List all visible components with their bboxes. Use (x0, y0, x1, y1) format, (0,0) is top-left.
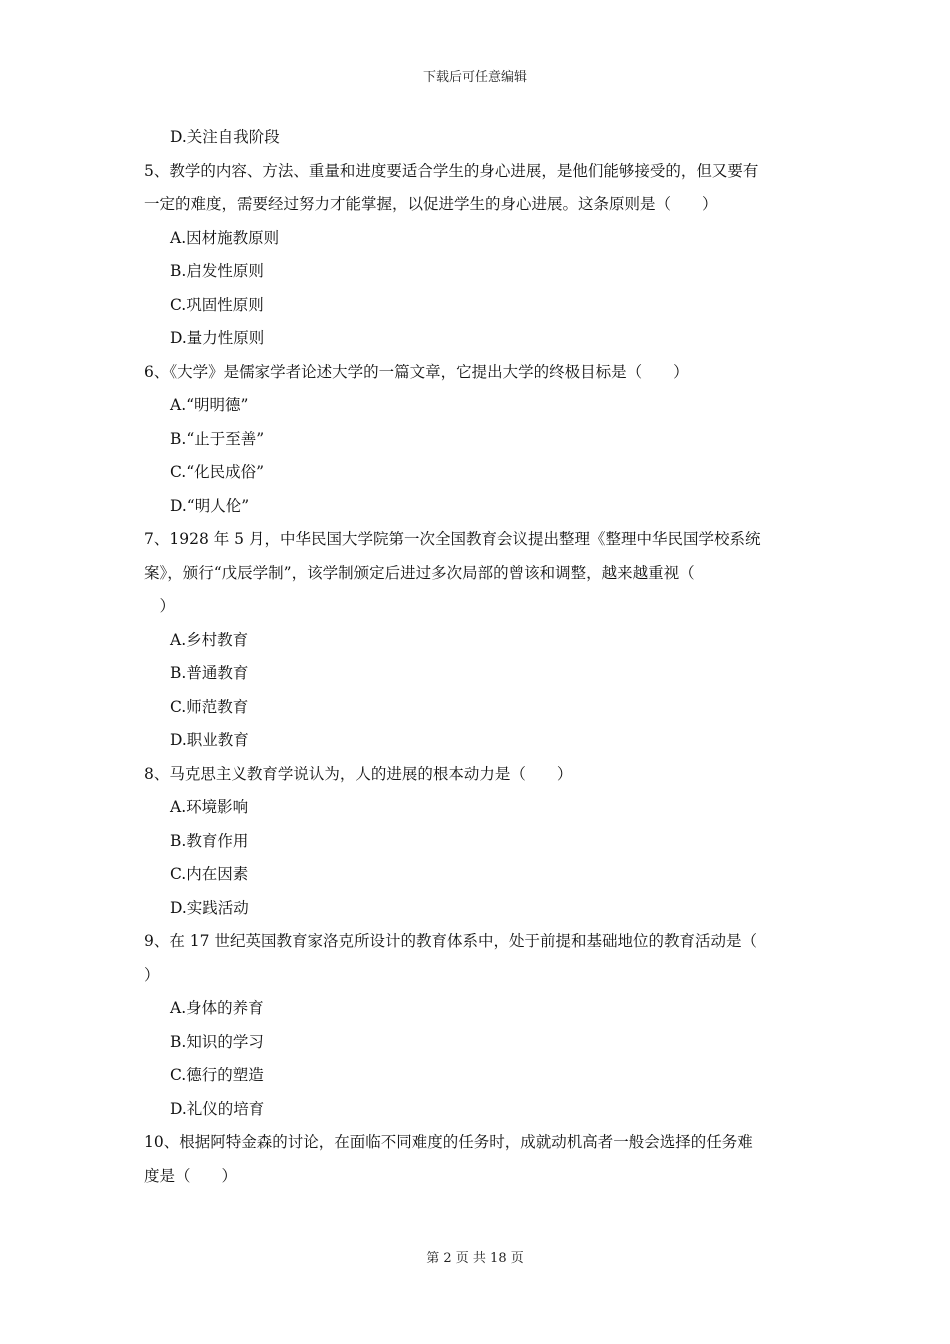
answer-option: A.“明明德” (170, 396, 249, 414)
answer-option: B.普通教育 (170, 664, 249, 682)
answer-option: B.教育作用 (170, 831, 249, 850)
question-continuation: ） (144, 597, 176, 615)
page-footer: 第 2 页 共 18 页 (426, 1251, 524, 1266)
answer-option: D.关注自我阶段 (170, 128, 280, 146)
answer-option: A.身体的养育 (170, 999, 264, 1017)
question-text: 6、《大学》是儒家学者论述大学的一篇文章，它提出大学的终极目标是（ ） (144, 362, 689, 381)
answer-option: D.职业教育 (170, 731, 249, 749)
question-continuation: ） (144, 965, 160, 984)
answer-option: C.德行的塑造 (170, 1066, 264, 1084)
question-continuation: 度是（ ） (144, 1166, 238, 1185)
answer-option: A.因材施教原则 (170, 228, 280, 247)
answer-option: C.“化民成俗” (170, 463, 265, 481)
answer-option: A.环境影响 (170, 798, 249, 816)
question-continuation: 案》，颁行“戊辰学制”，该学制颁定后进过多次局部的曾该和调整，越来越重视（ (144, 563, 695, 582)
question-text: 5、教学的内容、方法、重量和进度要适合学生的身心进展，是他们能够接受的，但又要有 (144, 161, 759, 180)
document-body (144, 121, 814, 1193)
answer-option: D.礼仪的培育 (170, 1099, 265, 1118)
answer-option: B.“止于至善” (170, 429, 265, 448)
question-text: 10、根据阿特金森的讨论，在面临不同难度的任务时，成就动机高者一般会选择的任务难 (144, 1133, 753, 1151)
answer-option: D.量力性原则 (170, 329, 265, 347)
answer-option: C.师范教育 (170, 697, 249, 716)
question-text: 8、马克思主义教育学说认为，人的进展的根本动力是（ ） (144, 764, 573, 783)
answer-option: C.巩固性原则 (170, 295, 264, 314)
answer-option: B.知识的学习 (170, 1032, 264, 1051)
answer-option: A.乡村教育 (170, 630, 249, 649)
answer-option: D.实践活动 (170, 898, 249, 917)
question-text: 7、1928 年 5 月，中华民国大学院第一次全国教育会议提出整理《整理中华民国学校系统 (144, 530, 761, 548)
question-continuation: 一定的难度，需要经过努力才能掌握，以促进学生的身心进展。这条原则是（ ） (144, 195, 718, 213)
answer-option: C.内在因素 (170, 865, 249, 883)
question-text: 9、在 17 世纪英国教育家洛克所设计的教育体系中，处于前提和基础地位的教育活动是（ (144, 932, 757, 950)
answer-option: B.启发性原则 (170, 262, 264, 280)
answer-option: D.“明人伦” (170, 496, 250, 515)
page-header: 下载后可任意编辑 (422, 70, 527, 85)
